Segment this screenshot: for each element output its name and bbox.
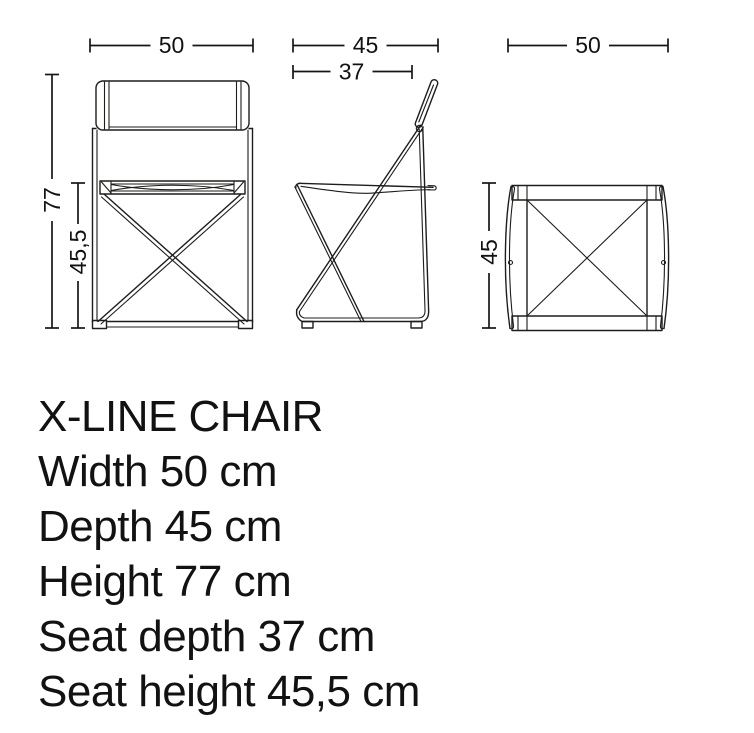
front-width-label: 50 [158,32,185,58]
front-view-drawing [93,81,253,329]
product-specs [38,389,420,719]
front-height-dimension [39,75,65,329]
side-seat-depth-label: 37 [338,58,365,85]
spec-height: Height 77 cm [38,557,292,606]
front-height-label: 77 [39,187,65,213]
spec-seat-depth: Seat depth 37 cm [38,612,375,661]
spec-width: Width 50 cm [38,447,278,496]
product-title: X-LINE CHAIR [38,392,323,441]
chair-technical-drawing [0,0,754,365]
top-width-dimension [508,32,668,58]
front-seat-height-label: 45,5 [65,229,91,275]
top-depth-label: 45 [476,239,502,265]
side-seat-depth-dimension [293,59,412,85]
top-depth-dimension [476,183,502,328]
front-seat-height-dimension [65,183,91,328]
front-width-dimension [90,32,253,58]
side-view-drawing [295,80,438,328]
side-depth-label: 45 [352,32,379,58]
spec-seat-height: Seat height 45,5 cm [38,667,420,716]
top-width-label: 50 [575,32,601,58]
side-depth-dimension [293,32,438,58]
spec-depth: Depth 45 cm [38,502,282,551]
top-view-drawing [505,186,668,331]
